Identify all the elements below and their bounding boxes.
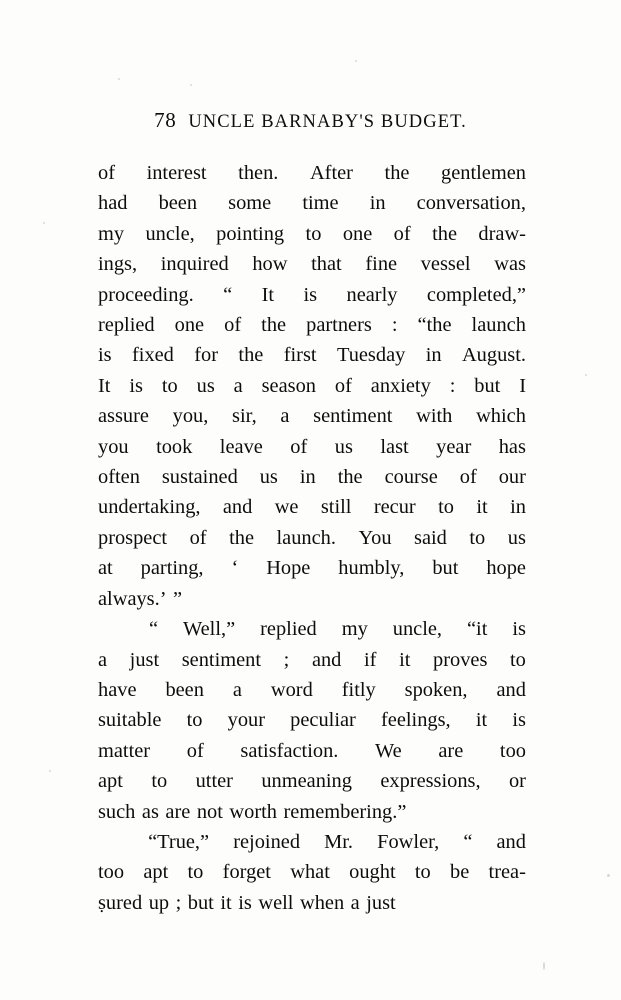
text-line: assure you, sir, a sentiment with which: [98, 405, 526, 428]
page-number: 78: [154, 108, 177, 132]
page-header: [0, 108, 621, 133]
page-body: [98, 158, 526, 918]
paragraph: [98, 827, 526, 918]
text-line: is fixed for the first Tuesday in August.: [98, 344, 526, 367]
text-line: undertaking, and we still recur to it in: [98, 496, 526, 519]
text-line: always.’ ”: [98, 587, 183, 610]
paper-speck: [543, 962, 545, 970]
text-line: often sustained us in the course of our: [98, 466, 526, 489]
paper-speck: [43, 222, 45, 224]
text-line: replied one of the partners : “the launch: [98, 314, 526, 337]
text-line: my uncle, pointing to one of the draw-: [98, 222, 526, 245]
paragraph: [98, 158, 526, 614]
text-line: of interest then. After the gentlemen: [98, 162, 526, 184]
text-line: matter of satisfaction. We are too: [98, 739, 526, 762]
paper-speck: [355, 60, 357, 62]
text-line: too apt to forget what ought to be trea-: [98, 861, 526, 884]
text-line: such as are not worth remembering.”: [98, 800, 407, 823]
paper-speck: [49, 770, 51, 772]
text-line: “ Well,” replied my uncle, “it is: [148, 618, 526, 641]
text-line: prospect of the launch. You said to us: [98, 526, 526, 549]
paragraph: [98, 614, 526, 827]
paper-speck: [118, 78, 120, 80]
text-line: had been some time in conversation,: [98, 192, 526, 215]
text-line: you took leave of us last year has: [98, 435, 526, 458]
text-line: a just sentiment ; and if it proves to: [98, 648, 526, 671]
paper-speck: [585, 374, 587, 376]
text-line: ings, inquired how that fine vessel was: [98, 253, 526, 276]
paper-speck: [607, 874, 610, 877]
text-line: have been a word fitly spoken, and: [98, 678, 526, 701]
text-line: It is to us a season of anxiety : but I: [98, 374, 526, 397]
text-line: proceeding. “ It is nearly completed,”: [98, 283, 526, 306]
running-head: UNCLE BARNABY'S BUDGET.: [188, 112, 467, 132]
text-line: at parting, ‘ Hope humbly, but hope: [98, 557, 526, 580]
text-line: apt to utter unmeaning expressions, or: [98, 770, 526, 793]
text-line: “True,” rejoined Mr. Fowler, “ and: [148, 830, 526, 853]
text-line: suitable to your peculiar feelings, it is: [98, 709, 526, 732]
text-line: ṣured up ; but it is well when a just: [98, 891, 396, 914]
paper-speck: [190, 84, 192, 86]
